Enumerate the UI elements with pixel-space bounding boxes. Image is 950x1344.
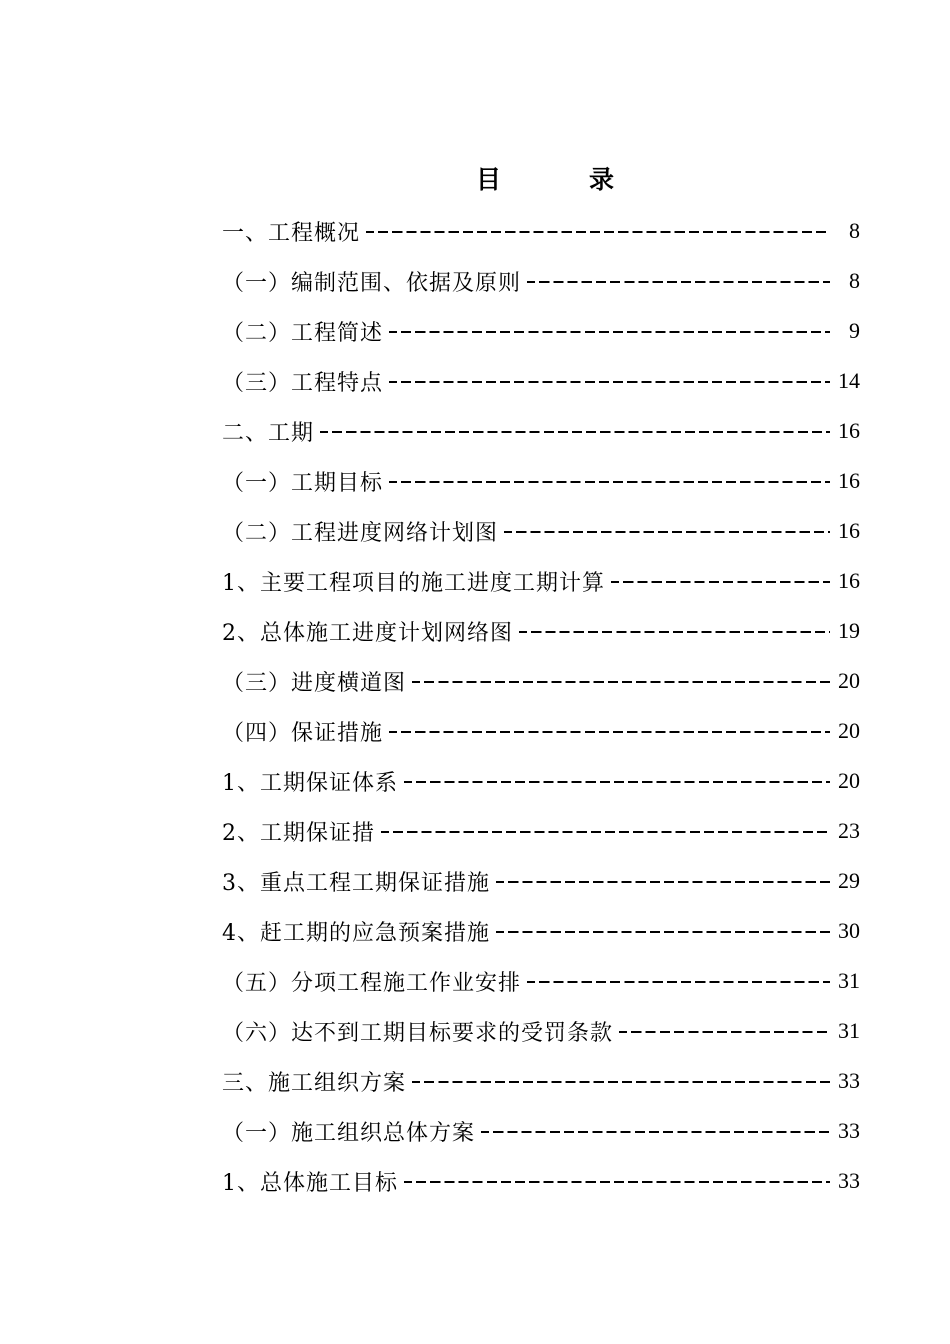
toc-entry-label: 1、总体施工目标 <box>222 1170 398 1196</box>
toc-page-number: 33 <box>838 1118 860 1143</box>
toc-leader <box>527 281 830 283</box>
toc-page-number: 16 <box>838 518 860 543</box>
toc-entry-label: 三、施工组织方案 <box>222 1070 407 1096</box>
toc-leader <box>389 481 830 483</box>
page-title <box>0 160 950 196</box>
toc-leader <box>389 731 830 733</box>
toc-entry[interactable] <box>222 1056 860 1106</box>
toc-entry[interactable] <box>222 756 860 806</box>
title-char-1: 目 <box>475 165 501 194</box>
toc-entry-label: （三）进度横道图 <box>222 670 407 696</box>
toc-page-number: 31 <box>838 968 860 993</box>
toc-entry-label: （六）达不到工期目标要求的受罚条款 <box>222 1020 614 1046</box>
toc-entry-label: 一、工程概况 <box>222 220 361 246</box>
toc-entry[interactable] <box>222 406 860 456</box>
toc-entry-label: （一）编制范围、依据及原则 <box>222 270 522 296</box>
toc-entry-label: （一）施工组织总体方案 <box>222 1120 476 1146</box>
toc-page-number: 33 <box>838 1068 860 1093</box>
toc-entry-label: 1、主要工程项目的施工进度工期计算 <box>222 570 605 596</box>
toc-page-number: 33 <box>838 1168 860 1193</box>
toc-leader <box>481 1131 830 1133</box>
toc-page-number: 29 <box>838 868 860 893</box>
toc-page-number: 31 <box>838 1018 860 1043</box>
toc-entry-label: （四）保证措施 <box>222 720 384 746</box>
toc-entry[interactable] <box>222 806 860 856</box>
toc-entry[interactable] <box>222 206 860 256</box>
toc-entry-label: 2、总体施工进度计划网络图 <box>222 620 513 646</box>
toc-page-number: 14 <box>838 368 860 393</box>
toc-entry[interactable] <box>222 356 860 406</box>
toc-page-number: 30 <box>838 918 860 943</box>
toc-page-number: 16 <box>838 418 860 443</box>
toc-leader <box>404 1181 830 1183</box>
toc-leader <box>412 1081 830 1083</box>
title-char-2: 录 <box>589 165 615 194</box>
toc-entry[interactable] <box>222 256 860 306</box>
toc-leader <box>504 531 830 533</box>
toc-entry-label: 4、赶工期的应急预案措施 <box>222 920 490 946</box>
toc-leader <box>389 381 830 383</box>
toc-entry[interactable] <box>222 506 860 556</box>
toc-entry-label: （三）工程特点 <box>222 370 384 396</box>
toc-leader <box>320 431 830 433</box>
toc-leader <box>496 881 830 883</box>
toc-entry-label: （五）分项工程施工作业安排 <box>222 970 522 996</box>
toc-page-number: 20 <box>838 768 860 793</box>
toc-page-number: 9 <box>849 318 860 343</box>
toc-entry[interactable] <box>222 706 860 756</box>
toc-page-number: 8 <box>849 218 860 243</box>
toc-leader <box>611 581 830 583</box>
toc-leader <box>366 231 830 233</box>
toc-entry[interactable] <box>222 1006 860 1056</box>
toc-entry-label: 2、工期保证措 <box>222 820 375 846</box>
toc-page-number: 19 <box>838 618 860 643</box>
toc-page-number: 20 <box>838 718 860 743</box>
toc-entry-label: 1、工期保证体系 <box>222 770 398 796</box>
toc-entry[interactable] <box>222 956 860 1006</box>
toc-page-number: 20 <box>838 668 860 693</box>
toc-entry-label: （一）工期目标 <box>222 470 384 496</box>
toc-leader <box>619 1031 830 1033</box>
toc-entry-label: （二）工程进度网络计划图 <box>222 520 499 546</box>
toc-leader <box>527 981 830 983</box>
toc-entry[interactable] <box>222 456 860 506</box>
toc-entry[interactable] <box>222 556 860 606</box>
toc-leader <box>381 831 830 833</box>
toc-leader <box>496 931 830 933</box>
toc-entry-label: 3、重点工程工期保证措施 <box>222 870 490 896</box>
toc-page-number: 23 <box>838 818 860 843</box>
toc-entry[interactable] <box>222 856 860 906</box>
toc-entry[interactable] <box>222 906 860 956</box>
toc-entry-label: （二）工程简述 <box>222 320 384 346</box>
toc-leader <box>519 631 830 633</box>
toc-leader <box>404 781 830 783</box>
toc-leader <box>412 681 830 683</box>
toc-entry[interactable] <box>222 1156 860 1206</box>
toc-page-number: 8 <box>849 268 860 293</box>
toc-page-number: 16 <box>838 568 860 593</box>
toc-entry-label: 二、工期 <box>222 420 315 446</box>
toc-entry[interactable] <box>222 656 860 706</box>
toc-leader <box>389 331 830 333</box>
toc-page-number: 16 <box>838 468 860 493</box>
toc-entry[interactable] <box>222 606 860 656</box>
table-of-contents <box>222 206 860 1206</box>
toc-entry[interactable] <box>222 1106 860 1156</box>
toc-entry[interactable] <box>222 306 860 356</box>
